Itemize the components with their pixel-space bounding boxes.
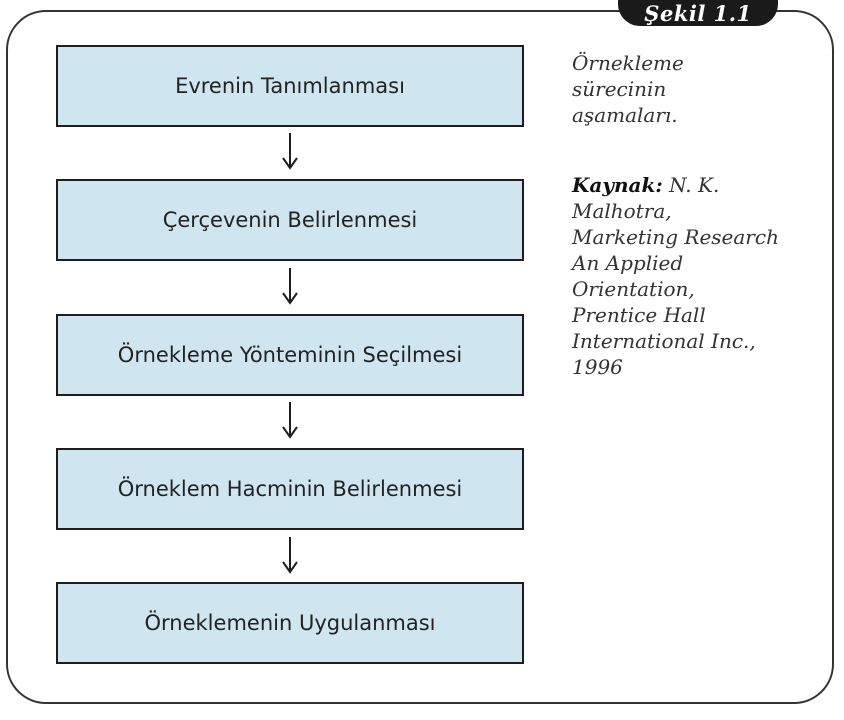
caption-title-line: sürecinin [572, 77, 667, 101]
arrow-down-icon [280, 131, 300, 171]
flow-step-4 [56, 448, 524, 530]
source-label: Kaynak: [572, 173, 663, 197]
source-line: 1996 [572, 355, 623, 379]
source-line: International Inc., [572, 329, 756, 353]
flow-step-2 [56, 179, 524, 261]
source-line: Prentice Hall [572, 303, 706, 327]
source-line: Orientation, [572, 277, 695, 301]
source-line: An Applied [572, 251, 684, 275]
arrow-down-icon [280, 535, 300, 575]
source-line: N. K. [669, 173, 720, 197]
caption-title-line: aşamaları. [572, 103, 678, 127]
flow-step-4-label: Örneklem Hacminin Belirlenmesi [117, 477, 463, 501]
source-line: Marketing Research [572, 225, 779, 249]
flow-step-3-label: Örnekleme Yönteminin Seçilmesi [117, 343, 463, 367]
flow-step-1-label: Evrenin Tanımlanması [175, 74, 405, 98]
arrow-down-icon [280, 400, 300, 440]
flow-step-1 [56, 45, 524, 127]
flow-step-5-label: Örneklemenin Uygulanması [144, 611, 436, 635]
flow-step-3 [56, 314, 524, 396]
arrow-down-icon [280, 266, 300, 306]
source-line: Malhotra, [572, 199, 672, 223]
figure-caption-title [572, 50, 822, 128]
caption-title-line: Örnekleme [572, 51, 684, 75]
flow-step-5 [56, 582, 524, 664]
figure-tab-label: Şekil 1.1 [644, 0, 752, 26]
flow-step-2-label: Çerçevenin Belirlenmesi [162, 208, 418, 232]
figure-source [572, 172, 822, 380]
figure-tab [618, 0, 778, 26]
